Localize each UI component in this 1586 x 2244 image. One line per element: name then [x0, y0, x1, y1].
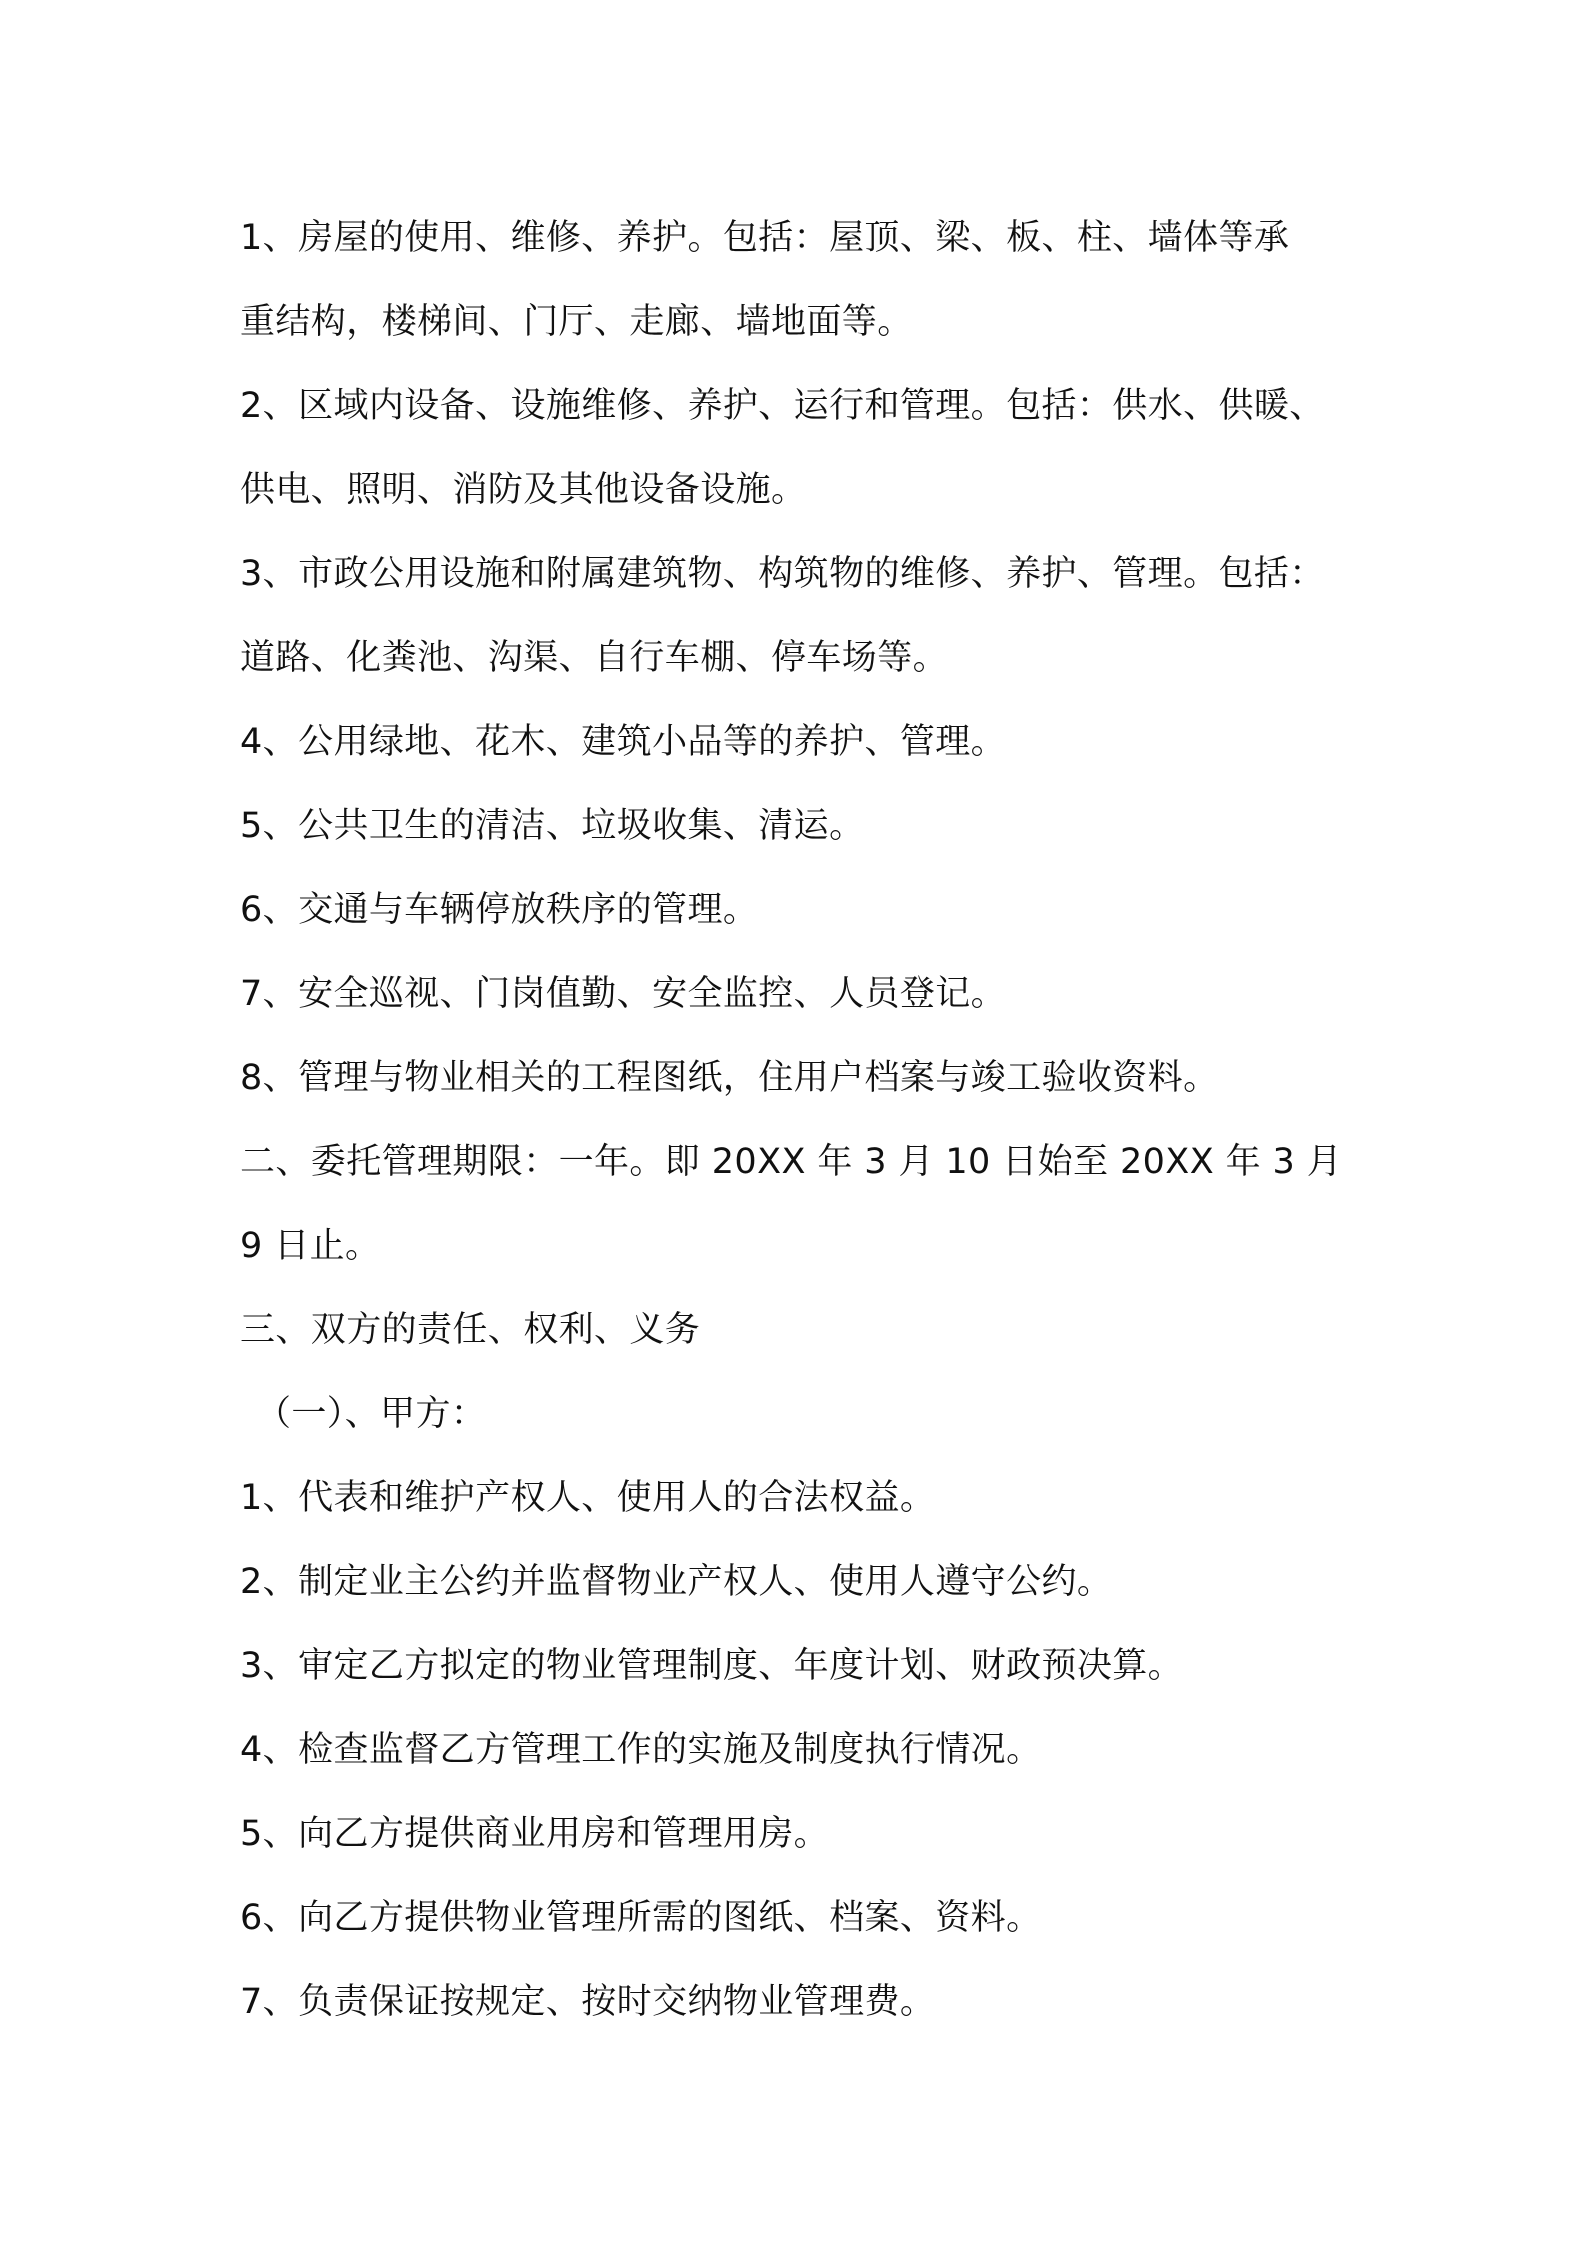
text-line: 6、交通与车辆停放秩序的管理。	[240, 890, 759, 930]
text-line: 7、安全巡视、门岗值勤、安全监控、人员登记。	[240, 974, 1007, 1014]
text-line: 3、市政公用设施和附属建筑物、构筑物的维修、养护、管理。包括：	[240, 554, 1325, 594]
text-line: 道路、化粪池、沟渠、自行车棚、停车场等。	[240, 638, 949, 678]
document-body	[240, 196, 1360, 2044]
text-line: 重结构，楼梯间、门厅、走廊、墙地面等。	[240, 302, 913, 342]
text-line: 1、房屋的使用、维修、养护。包括：屋顶、梁、板、柱、墙体等承	[240, 218, 1290, 258]
text-line: 5、公共卫生的清洁、垃圾收集、清运。	[240, 806, 865, 846]
text-line: 二、委托管理期限：一年。即 20XX 年 3 月 10 日始至 20XX 年 3 月	[240, 1142, 1343, 1182]
text-line: 供电、照明、消防及其他设备设施。	[240, 470, 807, 510]
section-heading: 三、双方的责任、权利、义务	[240, 1310, 701, 1350]
text-line: 5、向乙方提供商业用房和管理用房。	[240, 1814, 830, 1854]
text-line: 6、向乙方提供物业管理所需的图纸、档案、资料。	[240, 1898, 1042, 1938]
text-line: 1、代表和维护产权人、使用人的合法权益。	[240, 1478, 936, 1518]
text-line: 9 日止。	[240, 1226, 381, 1266]
text-line: 3、审定乙方拟定的物业管理制度、年度计划、财政预决算。	[240, 1646, 1184, 1686]
text-line: 8、管理与物业相关的工程图纸，住用户档案与竣工验收资料。	[240, 1058, 1219, 1098]
text-line: 4、公用绿地、花木、建筑小品等的养护、管理。	[240, 722, 1007, 762]
text-line: 2、区域内设备、设施维修、养护、运行和管理。包括：供水、供暖、	[240, 386, 1325, 426]
text-line: 7、负责保证按规定、按时交纳物业管理费。	[240, 1982, 936, 2022]
subsection-heading: （一）、甲方：	[256, 1394, 487, 1434]
text-line: 2、制定业主公约并监督物业产权人、使用人遵守公约。	[240, 1562, 1113, 1602]
text-line: 4、检查监督乙方管理工作的实施及制度执行情况。	[240, 1730, 1042, 1770]
